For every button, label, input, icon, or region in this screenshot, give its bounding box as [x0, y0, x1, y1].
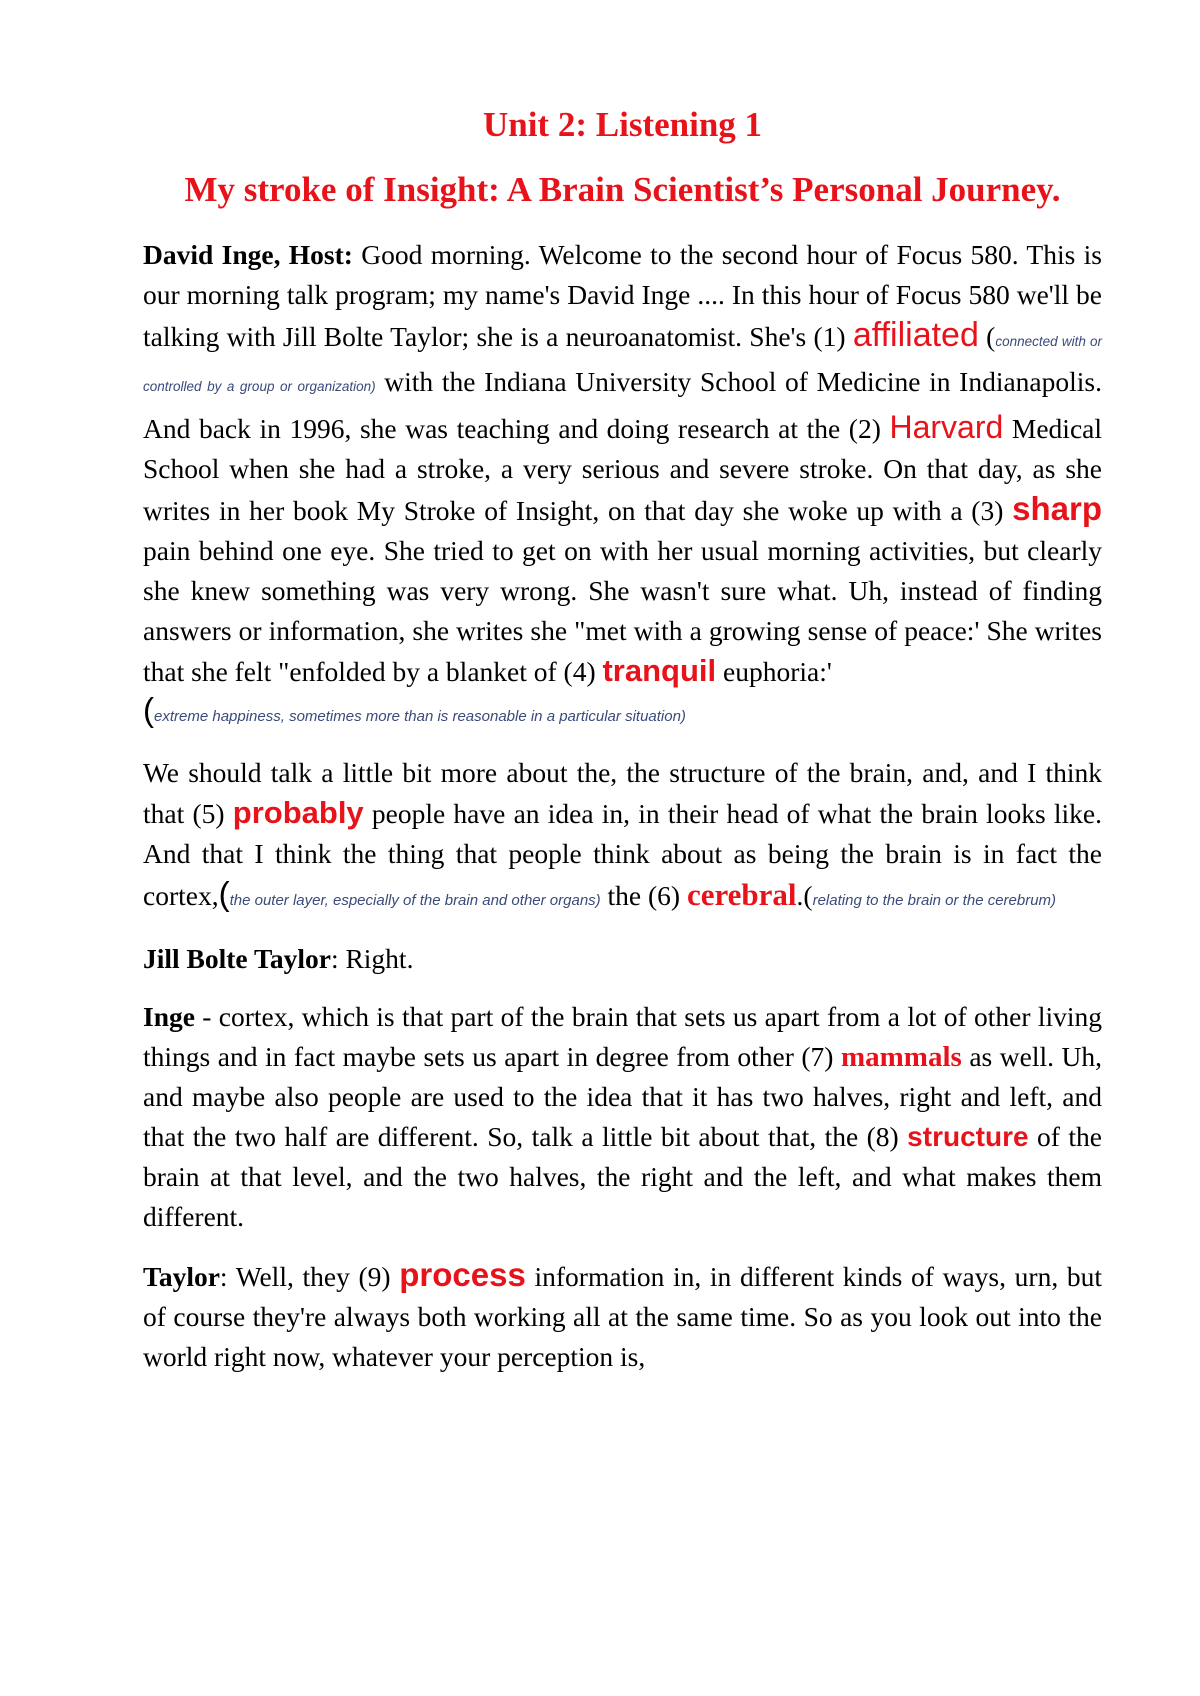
paragraph-text: euphoria:' [716, 656, 832, 687]
paragraph-inge-cortex [143, 997, 1102, 1237]
paragraph-text: pain behind one eye. She tried to get on with her usual morning activities, but clearly she knew something was very wrong. She wasn't sure what. Uh, instead of finding answers or information, she writes she "met with a growing sense of peace:' She writes that she felt "enfolded by a blanket of (4) [143, 535, 1102, 687]
answer-1: affiliated [852, 316, 979, 354]
paragraph-text: : Well, they (9) [219, 1261, 400, 1292]
answer-5: probably [232, 795, 364, 830]
speaker-label: Jill Bolte Taylor [143, 943, 331, 974]
paragraph-text: the (6) [600, 880, 687, 911]
speaker-label: Inge [143, 1001, 195, 1032]
gloss-paren: ( [978, 321, 996, 352]
paragraph-text: Medical School when she had a stroke, a very serious and severe stroke. On that day, as she writes in her book My Stroke of Insight, on that day she woke up with a (3) [143, 413, 1102, 526]
gloss-2: extreme happiness, sometimes more than is reasonable in a particular situation) [154, 708, 686, 725]
paragraph-taylor-reply [143, 939, 1102, 979]
gloss-4: relating to the brain or the cerebrum) [812, 892, 1057, 909]
answer-9: process [399, 1256, 526, 1293]
gloss-3: the outer layer, especially of the brain and other organs) [229, 892, 601, 909]
answer-7: mammals [840, 1041, 962, 1073]
paragraph-text: : Right. [330, 943, 414, 974]
paragraph-text: We should talk a little bit more about the, the structure of the brain, and, and I think that (5) [143, 757, 1102, 829]
speaker-label: David Inge, Host: [143, 239, 353, 270]
gloss-line [143, 691, 686, 728]
answer-8: structure [907, 1121, 1029, 1152]
paragraph-taylor-process [143, 1255, 1102, 1377]
gloss-paren: ( [218, 875, 230, 912]
gloss-1: connected with or controlled by a group or organization) [143, 334, 1102, 394]
paragraph-text: Good morning. Welcome to the second hour of Focus 580. This is our morning talk program; my name's David Inge .... In this hour of Focus 580 we'll be talking with Jill Bolte Taylor; she is a neuroanatomist. She's (1) [143, 239, 1103, 352]
paragraph-text: as well. Uh, and maybe also people are used to the idea that it has two halves, right and left, and that the two half are different. So, talk a little bit about that, the (8) [143, 1041, 1102, 1152]
paragraph-text: with the Indiana University School of Medicine in Indianapolis. And back in 1996, she was teaching and doing research at the (2) [143, 366, 1102, 444]
answer-3: sharp [1012, 490, 1102, 527]
paragraph-text: .( [796, 880, 813, 911]
paragraph-host-intro [143, 235, 1102, 735]
unit-title: Unit 2: Listening 1 [482, 105, 763, 144]
paragraph-text: people have an idea in, in their head of what the brain looks like. And that I think the thing that people think about as being the brain is in fact the cortex, [143, 798, 1102, 911]
lesson-subtitle: My stroke of Insight: A Brain Scientist’s Personal Journey. [184, 170, 1061, 209]
answer-6: cerebral [686, 877, 797, 912]
paragraph-text: information in, in different kinds of ways, urn, but of course they're always both working all at the same time. So as you look out into the world right now, whatever your perception is, [143, 1261, 1103, 1372]
gloss-paren: ( [143, 691, 154, 728]
paragraph-text: - cortex, which is that part of the brain that sets us apart from a lot of other living things and in fact maybe sets us apart in degree from other (7) [143, 1001, 1102, 1072]
speaker-label: Taylor [143, 1261, 220, 1292]
paragraph-text: of the brain at that level, and the two halves, the right and the left, and what makes them different. [143, 1121, 1102, 1232]
paragraph-brain-structure [143, 753, 1102, 921]
answer-2: Harvard [889, 409, 1004, 445]
answer-4: tranquil [602, 653, 717, 688]
